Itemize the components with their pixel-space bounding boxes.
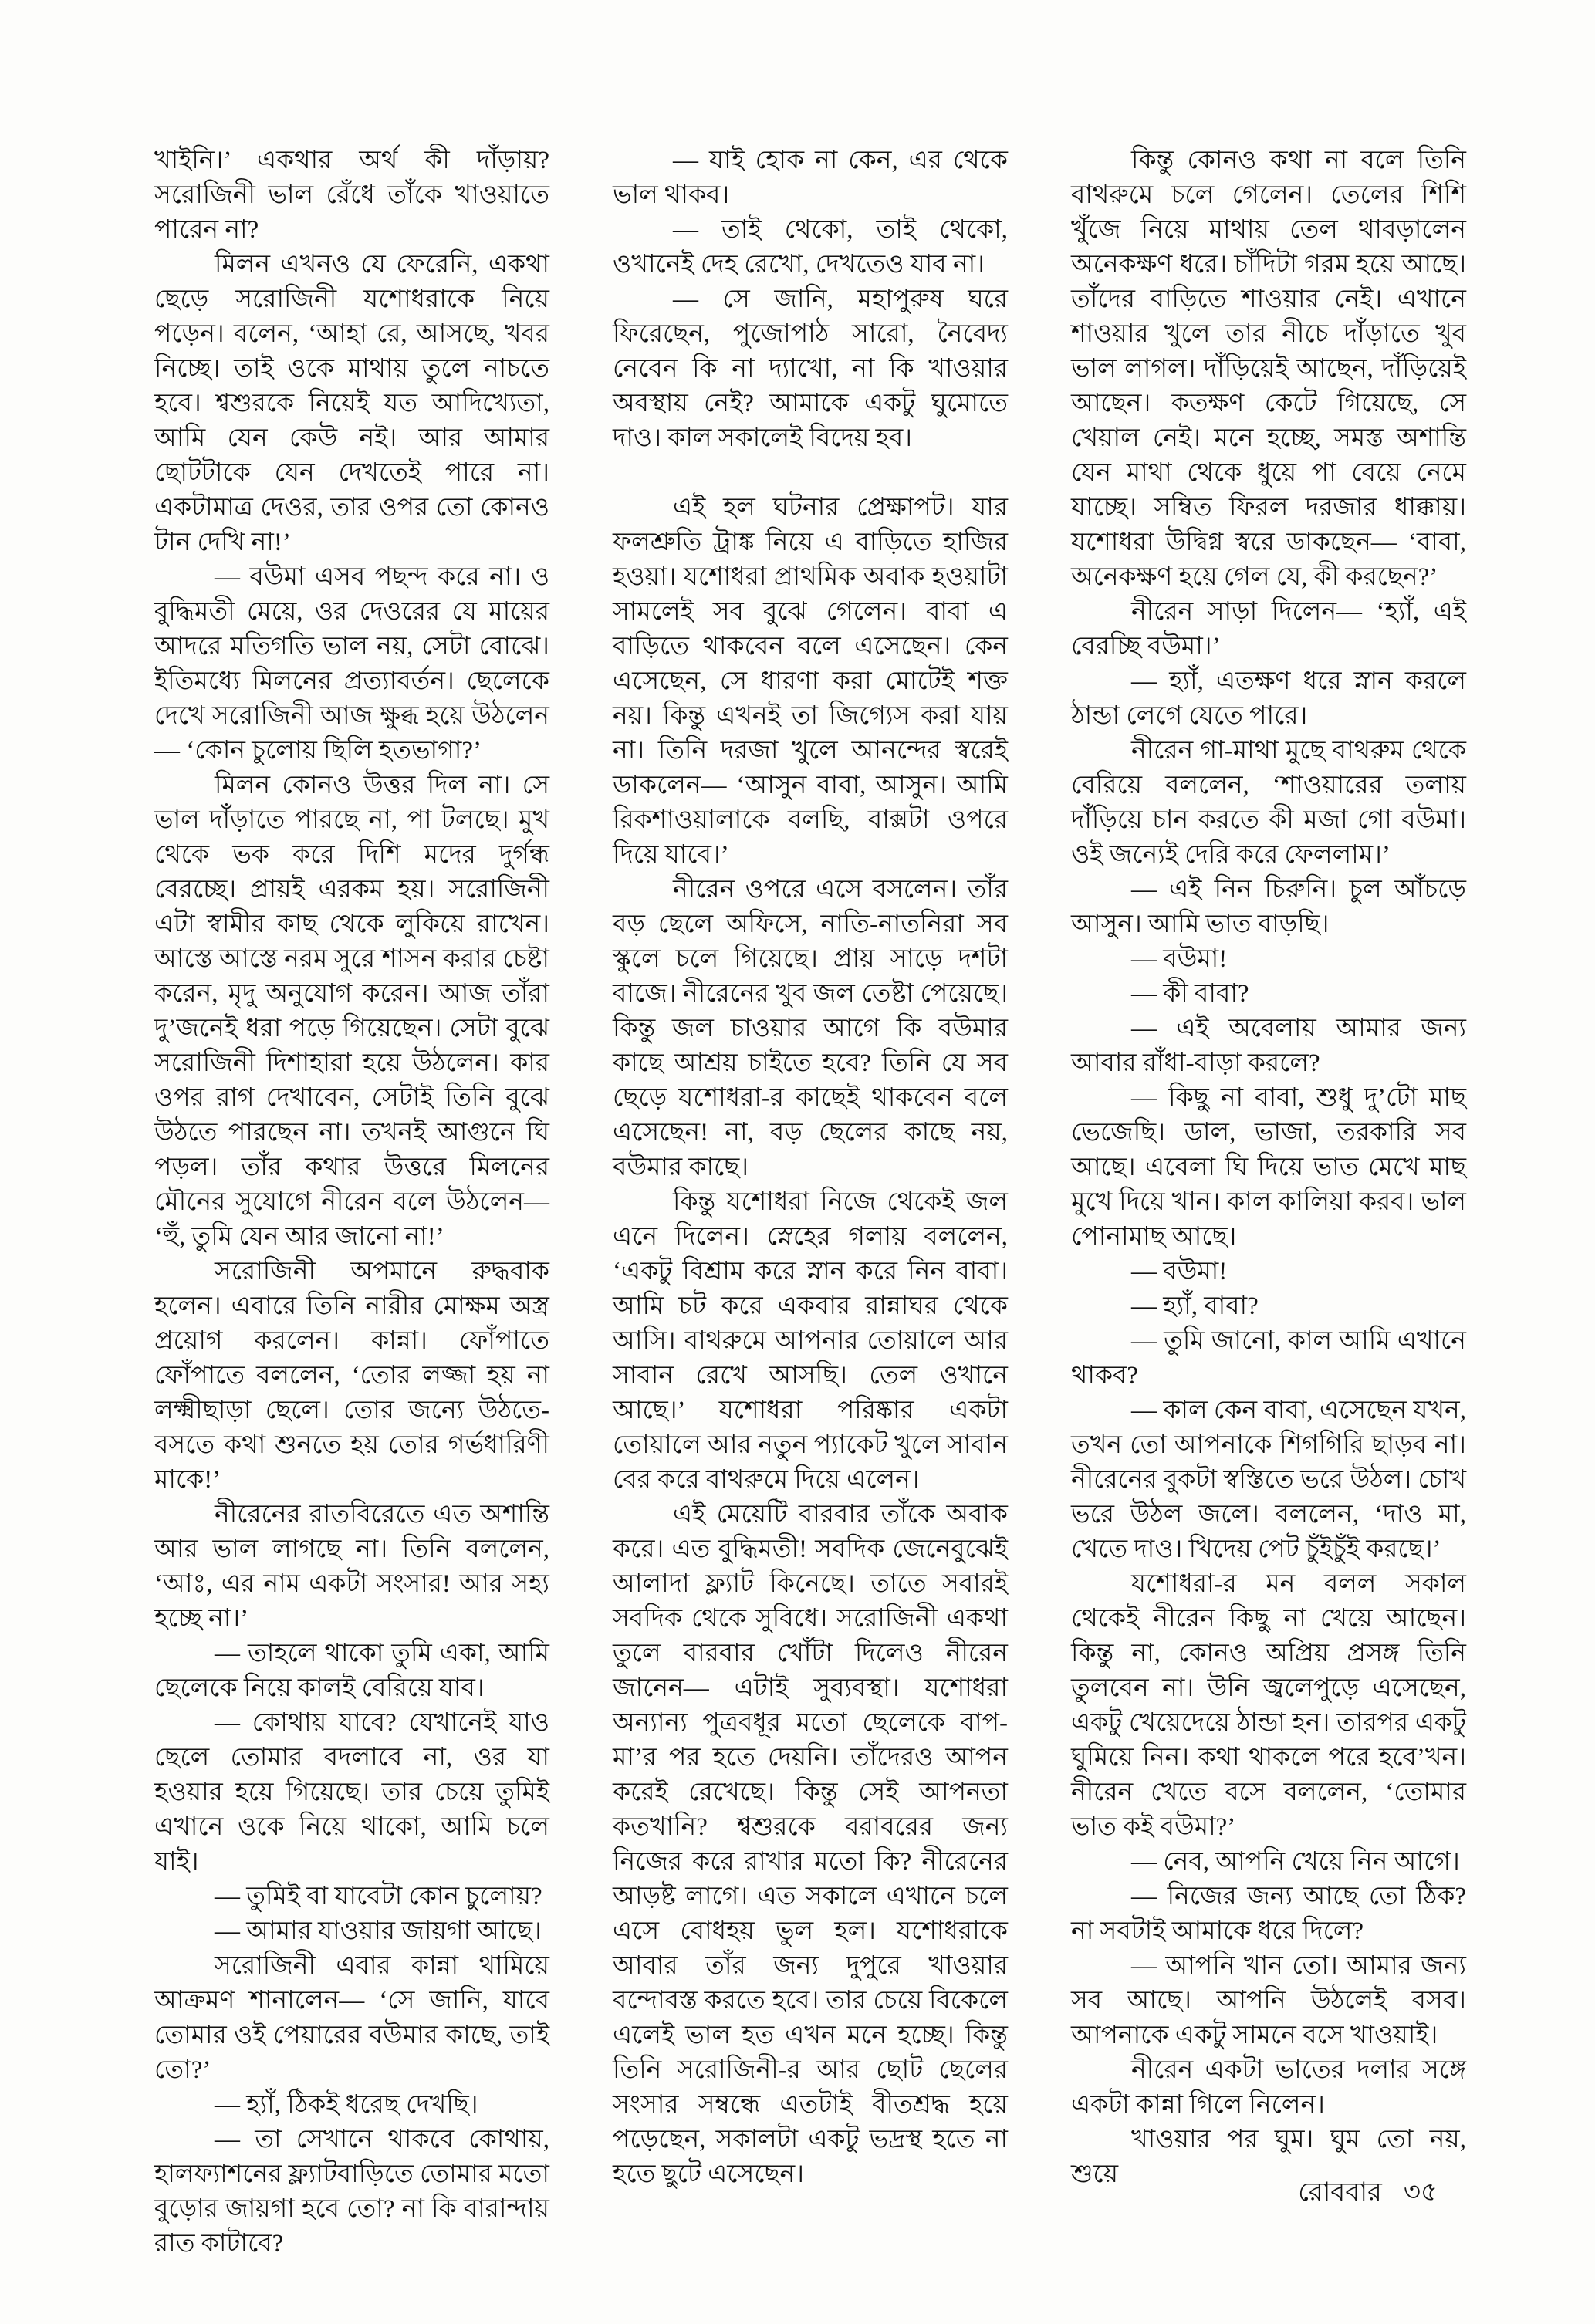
story-paragraph: কিন্তু যশোধরা নিজে থেকেই জল এনে দিলেন। স্নেহের গলায় বললেন, ‘একটু বিশ্রাম করে স্নান করে নিন বাবা। আমি চট করে একবার রান্নাঘর থেকে আসি। বাথরুমে আপনার তোয়ালে আর সাবান রেখে আসছি। তেল ওখানে আছে।’ যশোধরা পরিষ্কার একটা তোয়ালে আর নতুন প্যাকেট খুলে সাবান বের করে বাথরুমে দিয়ে এলেন।: [613, 1188, 1008, 1494]
story-paragraph: — কোথায় যাবে? যেখানেই যাও ছেলে তোমার বদলাবে না, ওর যা হওয়ার হয়ে গিয়েছে। তার চেয়ে তুমিই এখানে ওকে নিয়ে থাকো, আমি চলে যাই।: [154, 1709, 549, 1876]
story-paragraph: — তুমি জানো, কাল আমি এখানে থাকব?: [1071, 1327, 1466, 1390]
story-paragraph: — কী বাবা?: [1131, 980, 1249, 1008]
story-paragraph: মিলন কোনও উত্তর দিল না। সে ভাল দাঁড়াতে পারছে না, পা টলছে। মুখ থেকে ভক করে দিশি মদের দুর্গন্ধ বেরচ্ছে। প্রায়ই এরকম হয়। সরোজিনী এটা স্বামীর কাছ থেকে লুকিয়ে রাখেন। আস্তে আস্তে নরম সুরে শাসন করার চেষ্টা করেন, মৃদু অনুযোগ করেন। আজ তাঁরা দু’জনেই ধরা পড়ে গিয়েছেন। সেটা বুঝে সরোজিনী দিশাহারা হয়ে উঠলেন। কার ওপর রাগ দেখাবেন, সেটাই তিনি বুঝে উঠতে পারছেন না। তখনই আগুনে ঘি পড়ল। তাঁর কথার উত্তরে মিলনের মৌনের সুযোগে নীরেন বলে উঠলেন— ‘হুঁ, তুমি যেন আর জানো না!’: [154, 772, 549, 1251]
story-paragraph: — নেব, আপনি খেয়ে নিন আগে।: [1131, 1848, 1460, 1876]
footer-magazine-title: রোববার: [1298, 2178, 1382, 2207]
text-column-2: [613, 144, 1008, 2262]
footer-page-number: ৩৫: [1403, 2178, 1438, 2207]
story-paragraph: নীরেন গা-মাথা মুছে বাথরুম থেকে বেরিয়ে বললেন, ‘শাওয়ারের তলায় দাঁড়িয়ে চান করতে কী মজা গো বউমা। ওই জন্যেই দেরি করে ফেললাম।’: [1071, 737, 1466, 869]
story-paragraph: সরোজিনী এবার কান্না থামিয়ে আক্রমণ শানালেন— ‘সে জানি, যাবে তোমার ওই পেয়ারের বউমার কাছে, তাই তো?’: [154, 1952, 549, 2084]
story-paragraph: নীরেন সাড়া দিলেন— ‘হ্যাঁ, এই বেরচ্ছি বউমা।’: [1071, 598, 1466, 660]
story-paragraph: যশোধরা-র মন বলল সকাল থেকেই নীরেন কিছু না খেয়ে আছেন। কিন্তু না, কোনও অপ্রিয় প্রসঙ্গ তিনি তুলবেন না। উনি জ্বলেপুড়ে এসেছেন, একটু খেয়েদেয়ে ঠান্ডা হন। তারপর একটু ঘুমিয়ে নিন। কথা থাকলে পরে হবে’খন। নীরেন খেতে বসে বললেন, ‘তোমার ভাত কই বউমা?’: [1071, 1570, 1466, 1841]
story-paragraph: — তাহলে থাকো তুমি একা, আমি ছেলেকে নিয়ে কালই বেরিয়ে যাব।: [154, 1640, 549, 1702]
story-paragraph: — আপনি খান তো। আমার জন্য সব আছে। আপনি উঠলেই বসব। আপনাকে একটু সামনে বসে খাওয়াই।: [1071, 1952, 1466, 2049]
story-paragraph: — তা সেখানে থাকবে কোথায়, হালফ্যাশনের ফ্ল্যাটবাড়িতে তোমার মতো বুড়োর জায়গা হবে তো? না কি বারান্দায় রাত কাটাবে?: [154, 2126, 549, 2258]
story-paragraph: এই মেয়েটি বারবার তাঁকে অবাক করে। এত বুদ্ধিমতী! সবদিক জেনেবুঝেই আলাদা ফ্ল্যাট কিনেছে। তাতে সবারই সবদিক থেকে সুবিধে। সরোজিনী একথা তুলে বারবার খোঁটা দিলেও নীরেন জানেন— এটাই সুব্যবস্থা। যশোধরা অন্যান্য পুত্রবধূর মতো ছেলেকে বাপ-মা’র পর হতে দেয়নি। তাঁদেরও আপন করেই রেখেছে। কিন্তু সেই আপনতা কতখানি? শ্বশুরকে বরাবরের জন্য নিজের করে রাখার মতো কি? নীরেনের আড়ষ্ট লাগে। এত সকালে এখানে চলে এসে বোধহয় ভুল হল। যশোধরাকে আবার তাঁর জন্য দুপুরে খাওয়ার বন্দোবস্ত করতে হবে। তার চেয়ে বিকেলে এলেই ভাল হত এখন মনে হচ্ছে। কিন্তু তিনি সরোজিনী-র আর ছোট ছেলের সংসার সম্বন্ধে এতটাই বীতশ্রদ্ধ হয়ে পড়েছেন, সকালটা একটু ভদ্রস্থ হতে না হতে ছুটে এসেছেন।: [613, 1501, 1008, 2188]
story-paragraph: — হ্যাঁ, ঠিকই ধরেছ দেখছি।: [215, 2091, 478, 2119]
story-paragraph: — নিজের জন্য আছে তো ঠিক? না সবটাই আমাকে ধরে দিলে?: [1071, 1883, 1466, 1945]
story-paragraph: — সে জানি, মহাপুরুষ ঘরে ফিরেছেন, পুজোপাঠ সারো, নৈবেদ্য নেবেন কি না দ্যাখো, না কি খাওয়ার অবস্থায় নেই? আমাকে একটু ঘুমোতে দাও। কাল সকালেই বিদেয় হব।: [613, 285, 1008, 452]
text-column-3: [1071, 144, 1466, 2262]
story-paragraph: — হ্যাঁ, এতক্ষণ ধরে স্নান করলে ঠান্ডা লেগে যেতে পারে।: [1071, 667, 1466, 730]
story-paragraph: কিন্তু কোনও কথা না বলে তিনি বাথরুমে চলে গেলেন। তেলের শিশি খুঁজে নিয়ে মাথায় তেল থাবড়ালেন অনেকক্ষণ ধরে। চাঁদিটা গরম হয়ে আছে। তাঁদের বাড়িতে শাওয়ার নেই। এখানে শাওয়ার খুলে তার নীচে দাঁড়াতে খুব ভাল লাগল। দাঁড়িয়েই আছেন, দাঁড়িয়েই আছেন। কতক্ষণ কেটে গিয়েছে, সে খেয়াল নেই। মনে হচ্ছে, সমস্ত অশান্তি যেন মাথা থেকে ধুয়ে পা বেয়ে নেমে যাচ্ছে। সম্বিত ফিরল দরজার ধাক্কায়। যশোধরা উদ্বিগ্ন স্বরে ডাকছেন— ‘বাবা, অনেকক্ষণ হয়ে গেল যে, কী করছেন?’: [1071, 147, 1466, 591]
story-paragraph: খাওয়ার পর ঘুম। ঘুম তো নয়, শুয়ে: [1071, 2126, 1466, 2188]
story-paragraph: — তুমিই বা যাবেটা কোন চুলোয়?: [215, 1883, 542, 1910]
story-paragraph: সরোজিনী অপমানে রুদ্ধবাক হলেন। এবারে তিনি নারীর মোক্ষম অস্ত্র প্রয়োগ করলেন। কান্না। ফোঁপাতে ফোঁপাতে বললেন, ‘তোর লজ্জা হয় না লক্ষ্মীছাড়া ছেলে। তোর জন্যে উঠতে-বসতে কথা শুনতে হয় তোর গর্ভধারিণী মাকে!’: [154, 1258, 549, 1494]
story-paragraph: এই হল ঘটনার প্রেক্ষাপট। যার ফলশ্রুতি ট্রাঙ্ক নিয়ে এ বাড়িতে হাজির হওয়া। যশোধরা প্রাথমিক অবাক হওয়াটা সামলেই সব বুঝে গেলেন। বাবা এ বাড়িতে থাকবেন বলে এসেছেন। কেন এসেছেন, সে ধারণা করা মোটেই শক্ত নয়। কিন্তু এখনই তা জিগ্যেস করা যায় না। তিনি দরজা খুলে আনন্দের স্বরেই ডাকলেন— ‘আসুন বাবা, আসুন। আমি রিকশাওয়ালাকে বলছি, বাক্সটা ওপরে দিয়ে যাবে।’: [613, 494, 1008, 869]
story-paragraph: — এই অবেলায় আমার জন্য আবার রাঁধা-বাড়া করলে?: [1071, 1015, 1466, 1077]
story-paragraph: নীরেনের রাতবিরেতে এত অশান্তি আর ভাল লাগছে না। তিনি বললেন, ‘আঃ, এর নাম একটা সংসার! আর সহ্য হচ্ছে না।’: [154, 1501, 549, 1633]
story-paragraph: — কাল কেন বাবা, এসেছেন যখন, তখন তো আপনাকে শিগগিরি ছাড়ব না। নীরেনের বুকটা স্বস্তিতে ভরে উঠল। চোখ ভরে উঠল জলে। বললেন, ‘দাও মা, খেতে দাও। খিদেয় পেট চুঁইচুঁই করছে।’: [1071, 1397, 1466, 1563]
story-paragraph: — বউমা!: [1131, 1258, 1228, 1285]
story-paragraph: — তাই থেকো, তাই থেকো, ওখানেই দেহ রেখো, দেখতেও যাব না।: [613, 216, 1008, 279]
story-paragraph: মিলন এখনও যে ফেরেনি, একথা ছেড়ে সরোজিনী যশোধরাকে নিয়ে পড়েন। বলেন, ‘আহা রে, আসছে, খবর নিচ্ছে। তাই ওকে মাথায় তুলে নাচতে হবে। শ্বশুরকে নিয়েই যত আদিখ্যেতা, আমি যেন কেউ নই। আর আমার ছোটটাকে যেন দেখতেই পারে না। একটামাত্র দেওর, তার ওপর তো কোনও টান দেখি না!’: [154, 251, 549, 556]
story-paragraph: নীরেন একটা ভাতের দলার সঙ্গে একটা কান্না গিলে নিলেন।: [1071, 2056, 1466, 2119]
story-text-columns: [154, 144, 1466, 2262]
story-paragraph: খাইনি।’ একথার অর্থ কী দাঁড়ায়? সরোজিনী ভাল রেঁধে তাঁকে খাওয়াতে পারেন না?: [154, 147, 549, 244]
story-paragraph: — যাই হোক না কেন, এর থেকে ভাল থাকব।: [613, 147, 1008, 209]
story-paragraph: — আমার যাওয়ার জায়গা আছে।: [215, 1917, 542, 1945]
story-paragraph: — এই নিন চিরুনি। চুল আঁচড়ে আসুন। আমি ভাত বাড়ছি।: [1071, 876, 1466, 938]
text-column-1: [154, 144, 549, 2262]
story-paragraph: — কিছু না বাবা, শুধু দু’টো মাছ ভেজেছি। ডাল, ভাজা, তরকারি সব আছে। এবেলা ঘি দিয়ে ভাত মেখে মাছ মুখে দিয়ে খান। কাল কালিয়া করব। ভাল পোনামাছ আছে।: [1071, 1084, 1466, 1251]
story-paragraph: — বউমা!: [1131, 945, 1228, 973]
page-footer: [1298, 2177, 1438, 2208]
story-paragraph: — বউমা এসব পছন্দ করে না। ও বুদ্ধিমতী মেয়ে, ওর দেওরের যে মায়ের আদরে মতিগতি ভাল নয়, সেটা বোঝে। ইতিমধ্যে মিলনের প্রত্যাবর্তন। ছেলেকে দেখে সরোজিনী আজ ক্ষুব্ধ হয়ে উঠলেন— ‘কোন চুলোয় ছিলি হতভাগা?’: [154, 563, 549, 765]
story-paragraph: — হ্যাঁ, বাবা?: [1131, 1292, 1259, 1320]
story-paragraph: নীরেন ওপরে এসে বসলেন। তাঁর বড় ছেলে অফিসে, নাতি-নাতনিরা সব স্কুলে চলে গিয়েছে। প্রায় সাড়ে দশটা বাজে। নীরেনের খুব জল তেষ্টা পেয়েছে। কিন্তু জল চাওয়ার আগে কি বউমার কাছে আশ্রয় চাইতে হবে? তিনি যে সব ছেড়ে যশোধরা-র কাছেই থাকবেন বলে এসেছেন! না, বড় ছেলের কাছে নয়, বউমার কাছে।: [613, 876, 1008, 1181]
